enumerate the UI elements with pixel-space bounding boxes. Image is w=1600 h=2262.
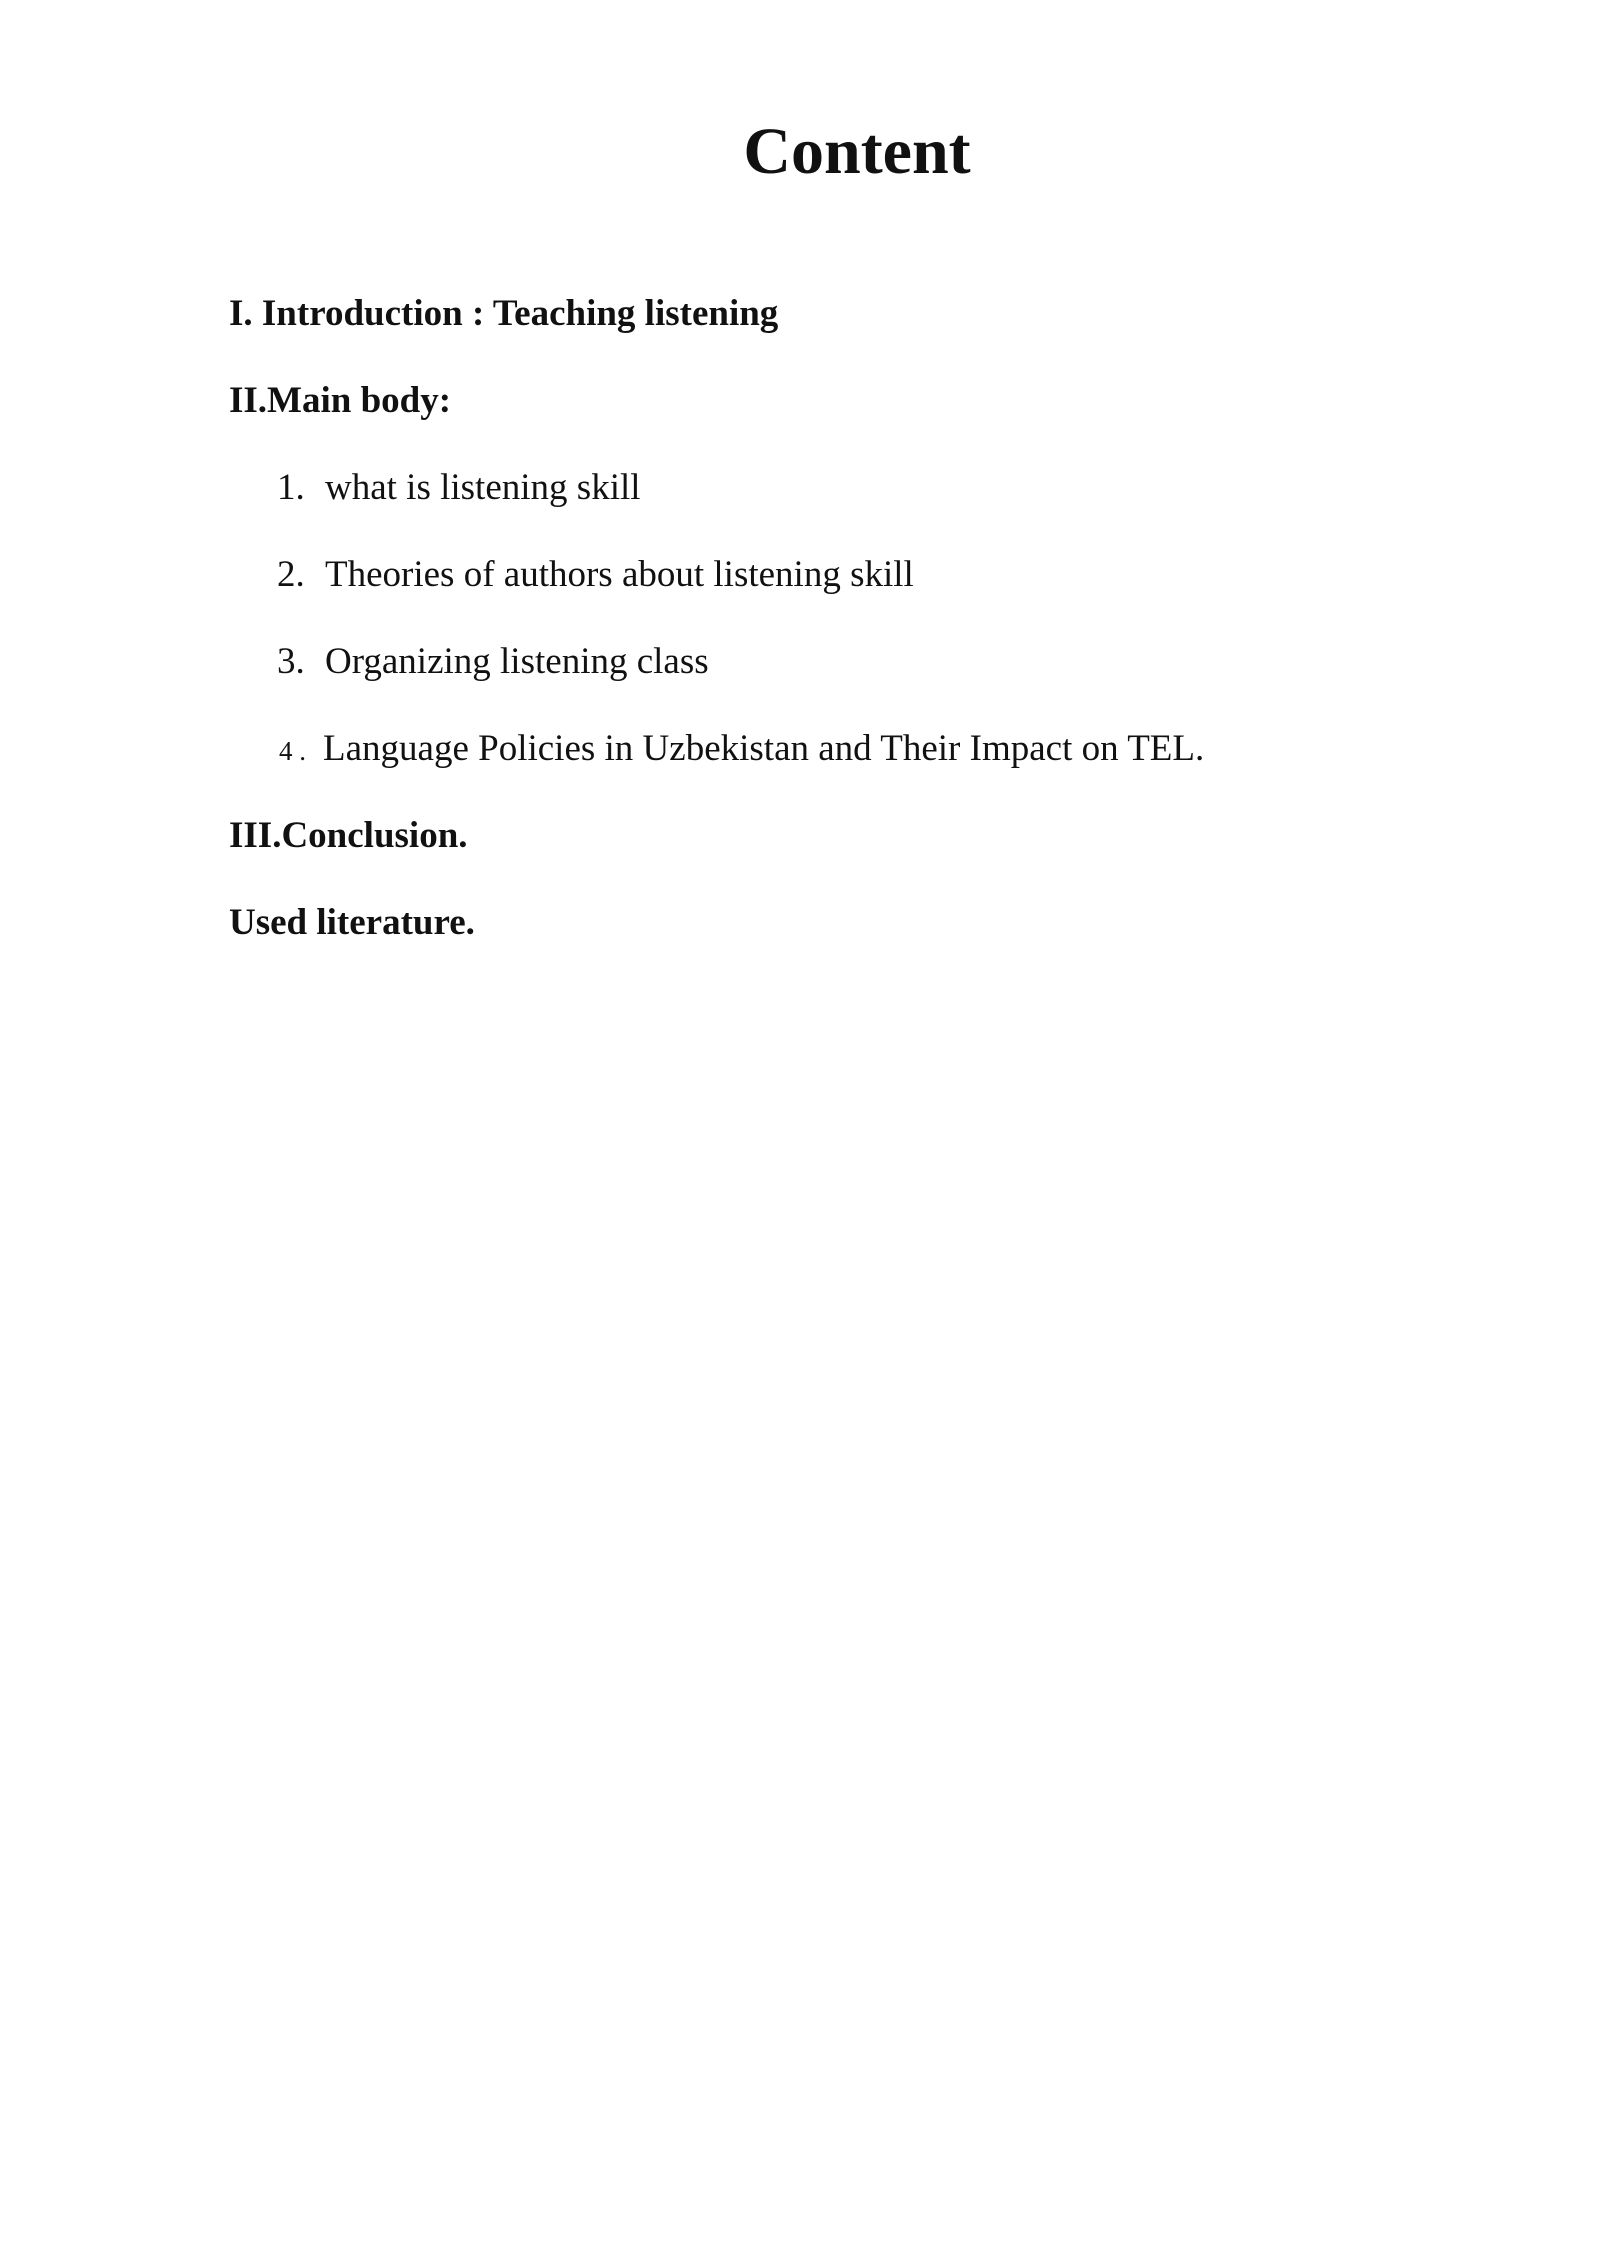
toc-item-text: Theories of authors about listening skill <box>325 554 914 595</box>
toc-item-text: Language Policies in Uzbekistan and Their Impact on TEL. <box>323 728 1205 769</box>
toc-introduction: I. Introduction : Teaching listening <box>229 293 779 334</box>
toc-item-number: 1. <box>277 467 305 508</box>
toc-used-literature: Used literature. <box>229 902 475 943</box>
toc-main-body: II.Main body: <box>229 380 452 421</box>
toc-item-text: Organizing listening class <box>325 641 709 682</box>
toc-item-number: 4 . <box>279 736 306 766</box>
toc-item-number: 2. <box>277 554 305 595</box>
toc-item <box>277 553 914 597</box>
toc-conclusion: III.Conclusion. <box>229 815 468 856</box>
toc-item-number: 3. <box>277 641 305 682</box>
toc-item <box>279 727 1204 773</box>
page-title: Content <box>743 115 971 188</box>
toc-item <box>277 466 641 510</box>
toc-item <box>277 640 709 684</box>
toc-item-text: what is listening skill <box>325 467 641 508</box>
